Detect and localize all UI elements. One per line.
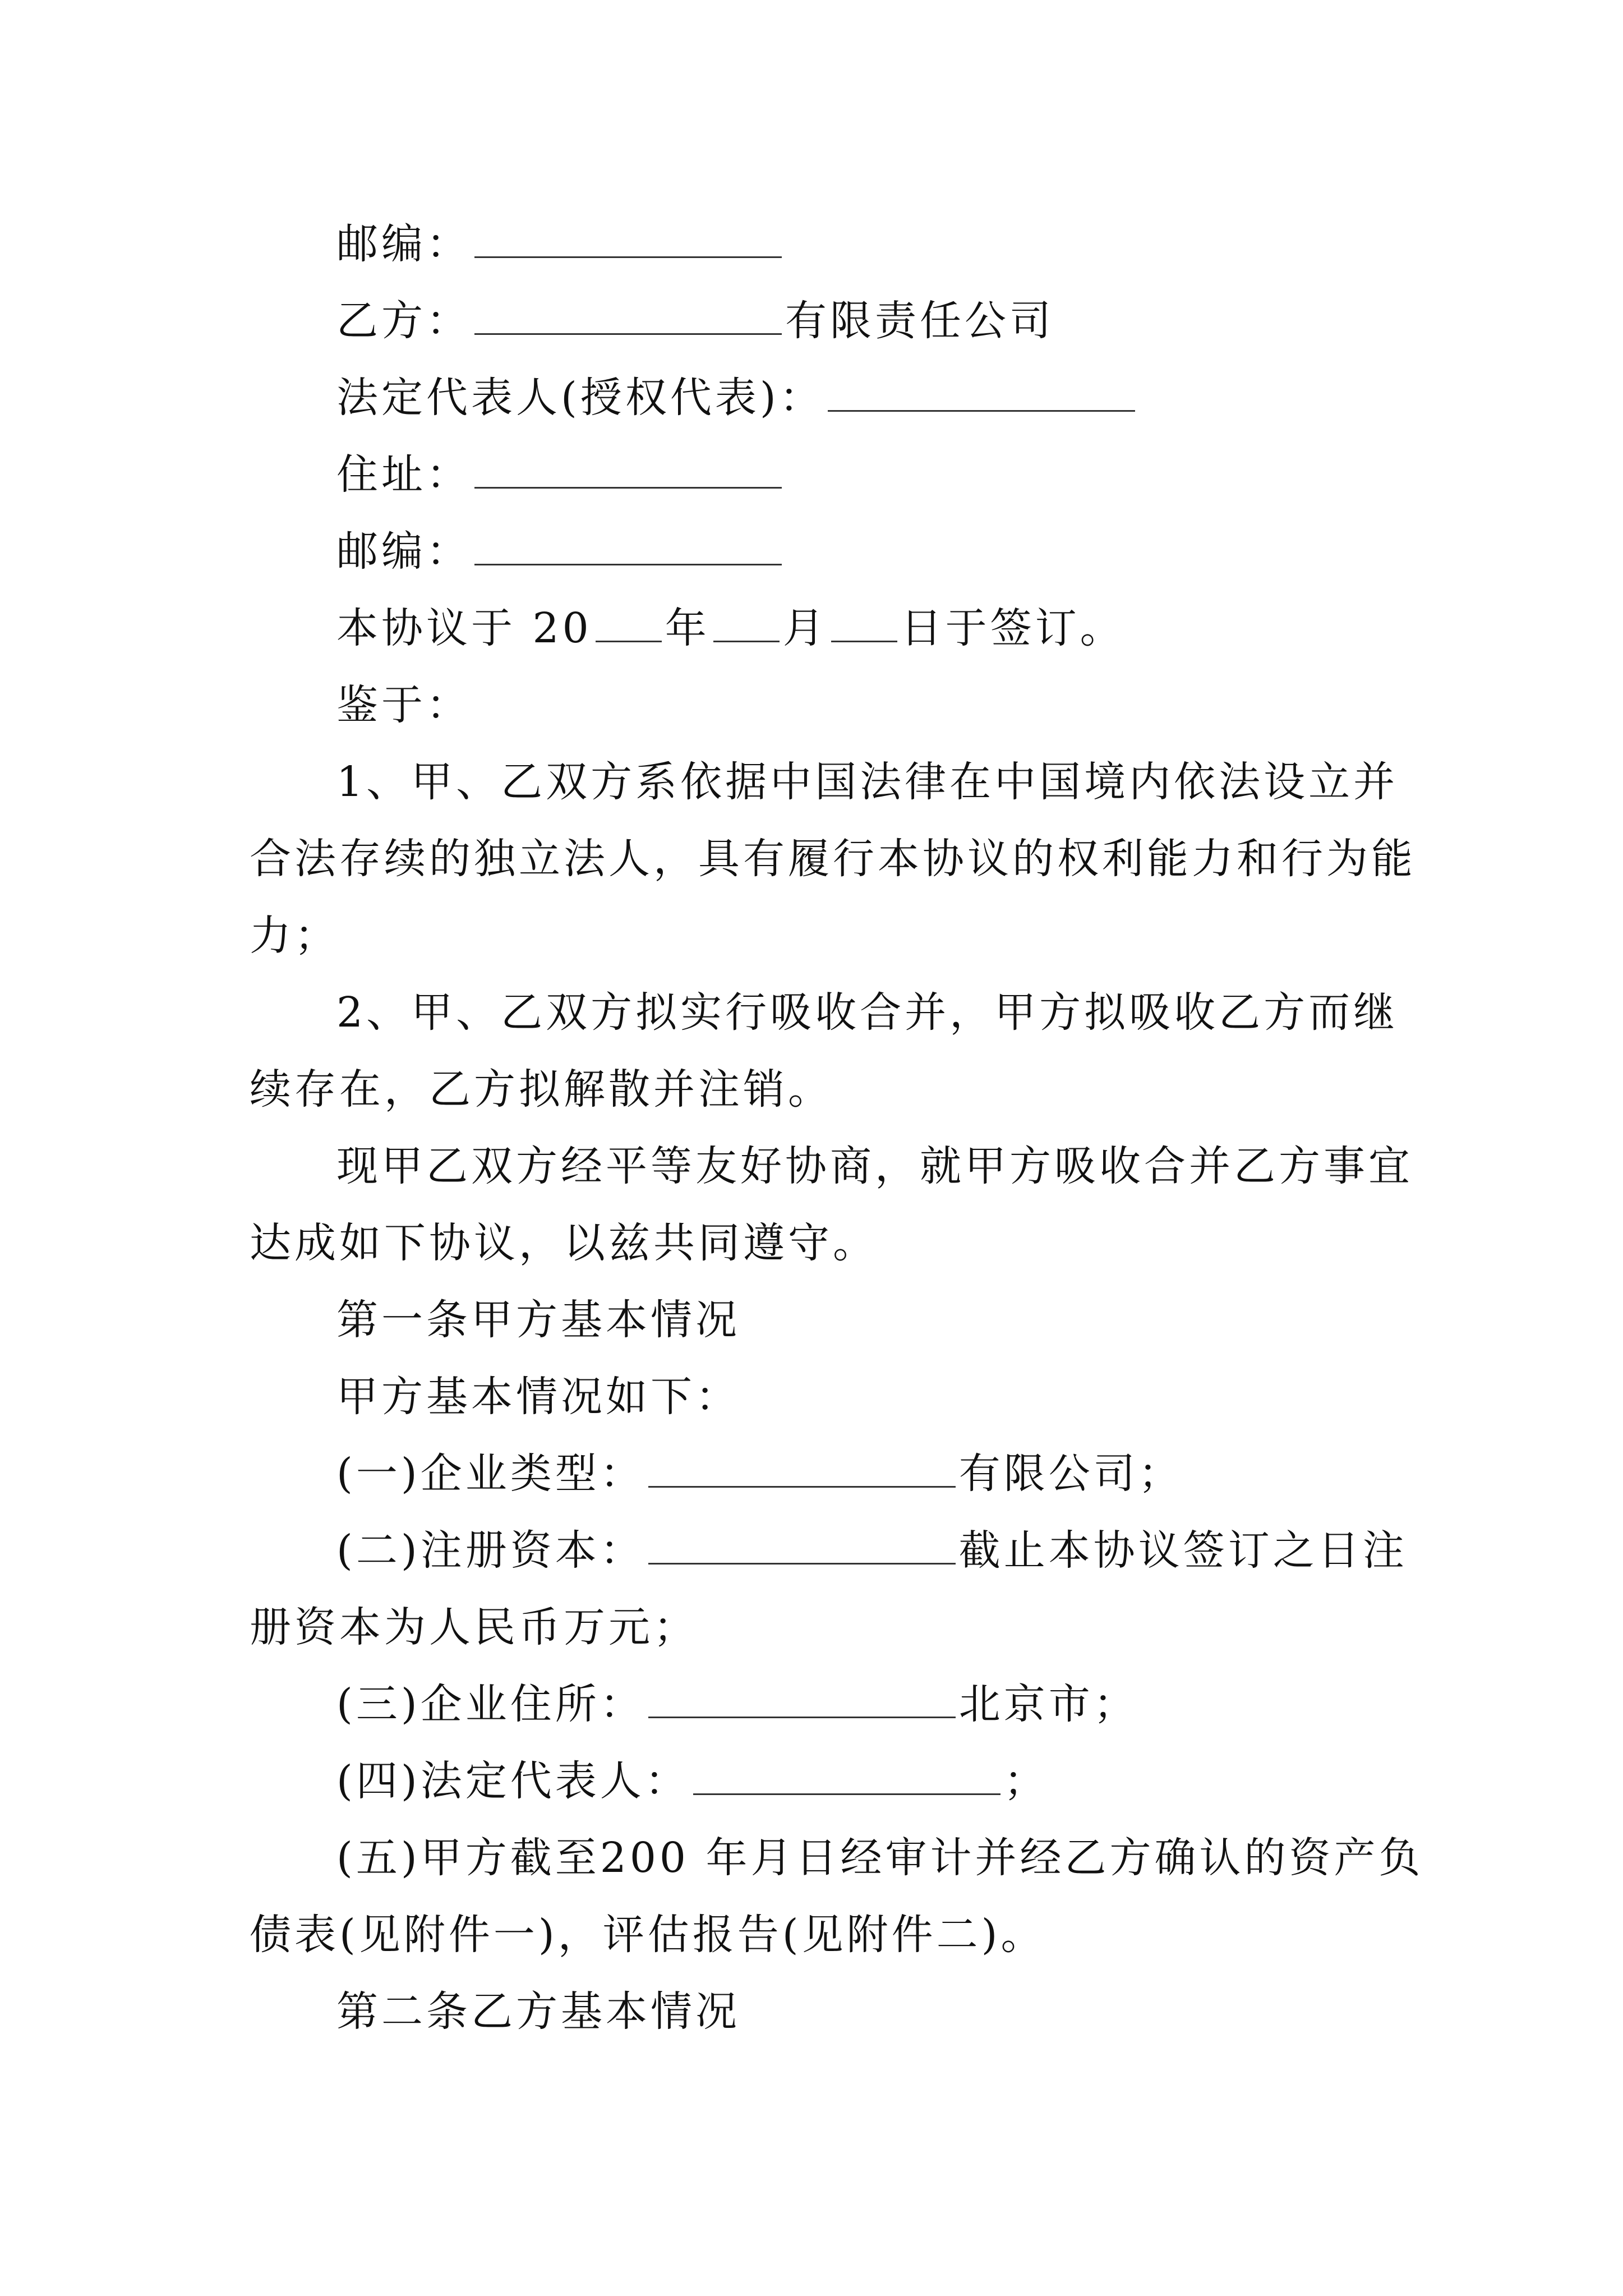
registered-capital-suffix: 截止本协议签订之日注 — [958, 1526, 1408, 1575]
postcode-label: 邮编： — [336, 220, 471, 268]
recital-2-line-1: 2、甲、乙双方拟实行吸收合并，甲方拟吸收乙方而继 — [336, 988, 1399, 1037]
recital-1-line-3: 力； — [250, 912, 339, 960]
day-blank[interactable] — [831, 606, 897, 642]
postcode-blank[interactable] — [474, 222, 782, 258]
legal-representative-suffix: ； — [1003, 1757, 1049, 1805]
enterprise-type-label: (一)企业类型： — [336, 1450, 645, 1498]
registered-capital-label: (二)注册资本： — [336, 1526, 645, 1575]
registered-capital-line-2: 册资本为人民币万元； — [250, 1603, 698, 1651]
balance-sheet-line-1: (五)甲方截至200 年月日经审计并经乙方确认的资产负 — [336, 1834, 1424, 1882]
recital-2-line-2: 续存在，乙方拟解散并注销。 — [250, 1065, 833, 1114]
agreement-intro-line-2: 达成如下协议，以兹共同遵守。 — [250, 1219, 878, 1267]
postcode-line-a — [336, 216, 1396, 272]
enterprise-type-suffix: 有限公司； — [958, 1450, 1183, 1498]
legal-rep-label: 法定代表人(授权代表)： — [336, 374, 824, 422]
party-b-suffix: 有限责任公司 — [785, 297, 1054, 345]
party-b-blank[interactable] — [474, 298, 782, 335]
registered-capital-line — [336, 1522, 1408, 1579]
postcode-label-b: 邮编： — [336, 527, 471, 576]
recital-1-line-1: 1、甲、乙双方系依据中国法律在中国境内依法设立并 — [336, 758, 1399, 806]
party-b-line — [336, 293, 1396, 349]
legal-representative-blank[interactable] — [693, 1759, 1000, 1795]
registered-capital-blank[interactable] — [648, 1528, 956, 1565]
address-blank[interactable] — [474, 452, 782, 489]
year-blank[interactable] — [596, 606, 662, 642]
whereas-heading: 鉴于： — [336, 681, 471, 729]
article-1-intro: 甲方基本情况如下： — [336, 1373, 740, 1421]
article-1-heading: 第一条甲方基本情况 — [336, 1296, 740, 1344]
recital-1-line-2: 合法存续的独立法人，具有履行本协议的权利能力和行为能 — [250, 835, 1416, 883]
postcode-line-b — [336, 523, 1396, 579]
signing-date-line — [336, 600, 1396, 656]
signing-suffix: 日于签订。 — [900, 604, 1125, 652]
article-2-heading: 第二条乙方基本情况 — [336, 1987, 740, 2036]
enterprise-domicile-suffix: 北京市； — [958, 1680, 1138, 1728]
enterprise-domicile-label: (三)企业住所： — [336, 1680, 645, 1728]
enterprise-type-line — [336, 1446, 1396, 1502]
agreement-intro-line-1: 现甲乙双方经平等友好协商，就甲方吸收合并乙方事宜 — [336, 1142, 1413, 1190]
balance-sheet-line-2: 债表(见附件一)，评估报告(见附件二)。 — [250, 1911, 1046, 1959]
legal-representative-label: (四)法定代表人： — [336, 1757, 690, 1805]
enterprise-domicile-line — [336, 1676, 1396, 1732]
enterprise-domicile-blank[interactable] — [648, 1682, 956, 1718]
legal-rep-line — [336, 370, 1396, 426]
address-label: 住址： — [336, 450, 471, 499]
month-blank[interactable] — [713, 606, 780, 642]
year-label: 年 — [665, 604, 710, 652]
legal-rep-blank[interactable] — [828, 375, 1135, 412]
address-line — [336, 447, 1396, 503]
postcode-blank-b[interactable] — [474, 529, 782, 565]
legal-representative-line — [336, 1753, 1396, 1809]
party-b-label: 乙方： — [336, 297, 471, 345]
signing-prefix: 本协议于 20 — [336, 604, 592, 652]
enterprise-type-blank[interactable] — [648, 1451, 956, 1488]
month-label: 月 — [782, 604, 828, 652]
